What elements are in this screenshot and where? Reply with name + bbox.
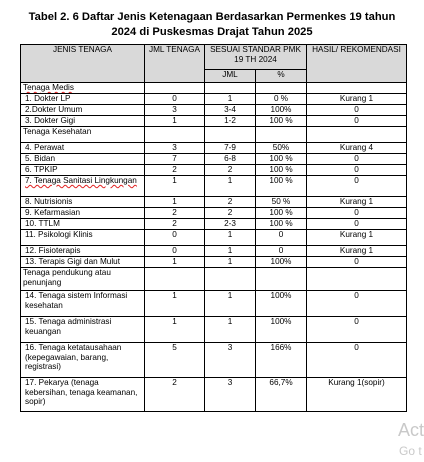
row-rek: Kurang 1 (307, 230, 407, 246)
row-rek: 0 (307, 291, 407, 317)
row-std: 7-9 (205, 143, 256, 154)
row-rek: 0 (307, 176, 407, 197)
row-pct: 100 % (256, 208, 307, 219)
row-pct: 0 % (256, 94, 307, 105)
row-std: 1 (205, 257, 256, 268)
row-std: 1-2 (205, 116, 256, 127)
table-row (21, 105, 407, 116)
row-rek: Kurang 1(sopir) (307, 378, 407, 412)
row-std: 1 (205, 94, 256, 105)
row-std: 2 (205, 165, 256, 176)
row-std: 1 (205, 291, 256, 317)
row-std: 3 (205, 378, 256, 412)
table-row (21, 343, 407, 378)
table-row (21, 230, 407, 246)
row-jml: 1 (145, 317, 205, 343)
row-jml: 1 (145, 291, 205, 317)
row-jml: 7 (145, 154, 205, 165)
row-name-text: 7. Tenaga Sanitasi Lingkungan (25, 176, 137, 185)
row-rek: Kurang 1 (307, 246, 407, 257)
row-jml: 1 (145, 176, 205, 197)
row-name: 2.Dokter Umum (21, 105, 145, 116)
header-hasil-rekomendasi: HASIL/ REKOMENDASI (307, 45, 407, 83)
table-row (21, 291, 407, 317)
caption-line-2: 2024 di Puskesmas Drajat Tahun 2025 (111, 26, 313, 38)
row-name: 14. Tenaga sistem Informasi kesehatan (21, 291, 145, 317)
table-row (21, 378, 407, 412)
row-name: 1. Dokter LP (21, 94, 145, 105)
table-row (21, 154, 407, 165)
row-jml: 1 (145, 257, 205, 268)
row-std: 3-4 (205, 105, 256, 116)
row-jml: 2 (145, 208, 205, 219)
header-sesuai-standar: SESUAI STANDAR PMK 19 TH 2024 (205, 45, 307, 70)
row-rek: Kurang 4 (307, 143, 407, 154)
row-std: 2-3 (205, 219, 256, 230)
section-row-penunjang (21, 268, 407, 291)
section-tenaga-medis: Tenaga Medis (23, 83, 74, 92)
row-name: 11. Psikologi Klinis (21, 230, 145, 246)
row-std: 1 (205, 246, 256, 257)
row-pct: 100% (256, 105, 307, 116)
row-jml: 2 (145, 219, 205, 230)
row-name: 13. Terapis Gigi dan Mulut (21, 257, 145, 268)
windows-activation-watermark-line1: Act (398, 420, 424, 440)
section-row-medis (21, 83, 407, 94)
row-pct: 100 % (256, 165, 307, 176)
table-row (21, 94, 407, 105)
windows-activation-watermark-line2: Go t (399, 444, 422, 458)
row-std: 6-8 (205, 154, 256, 165)
row-rek: 0 (307, 343, 407, 378)
row-pct: 100% (256, 257, 307, 268)
row-jml: 3 (145, 143, 205, 154)
row-name: 4. Perawat (21, 143, 145, 154)
row-std: 1 (205, 230, 256, 246)
row-pct: 100% (256, 291, 307, 317)
header-jenis-tenaga: JENIS TENAGA (21, 45, 145, 83)
row-name: 9. Kefarmasian (21, 208, 145, 219)
row-pct: 100 % (256, 116, 307, 127)
row-name: 12. Fisioterapis (21, 246, 145, 257)
row-jml: 5 (145, 343, 205, 378)
row-name: 3. Dokter Gigi (21, 116, 145, 127)
row-jml: 2 (145, 378, 205, 412)
row-rek: 0 (307, 105, 407, 116)
row-rek: Kurang 1 (307, 94, 407, 105)
row-pct: 100 % (256, 154, 307, 165)
subheader-jml: JML (205, 70, 256, 83)
row-std: 3 (205, 343, 256, 378)
row-pct: 100 % (256, 219, 307, 230)
row-name: 17. Pekarya (tenaga kebersihan, tenaga keamanan, sopir) (21, 378, 145, 412)
table-row (21, 219, 407, 230)
table-row (21, 257, 407, 268)
row-std: 1 (205, 176, 256, 197)
row-std: 2 (205, 208, 256, 219)
row-rek: Kurang 1 (307, 197, 407, 208)
row-pct: 0 (256, 230, 307, 246)
row-name: 5. Bidan (21, 154, 145, 165)
row-jml: 0 (145, 230, 205, 246)
section-tenaga-kesehatan: Tenaga Kesehatan (21, 127, 145, 143)
row-jml: 1 (145, 116, 205, 127)
row-rek: 0 (307, 257, 407, 268)
row-name: 15. Tenaga administrasi keuangan (21, 317, 145, 343)
header-row (21, 45, 407, 70)
row-pct: 100 % (256, 176, 307, 197)
row-jml: 0 (145, 246, 205, 257)
table-row (21, 208, 407, 219)
header-jml-tenaga: JML TENAGA (145, 45, 205, 83)
caption-line-1: Tabel 2. 6 Daftar Jenis Ketenagaan Berdasarkan Permenkes 19 tahun (28, 11, 396, 23)
row-jml: 2 (145, 165, 205, 176)
row-jml: 1 (145, 197, 205, 208)
row-rek: 0 (307, 116, 407, 127)
section-row-kesehatan (21, 127, 407, 143)
table-row (21, 197, 407, 208)
table-row (21, 246, 407, 257)
row-jml: 0 (145, 94, 205, 105)
row-rek: 0 (307, 219, 407, 230)
table-caption (0, 10, 424, 40)
row-pct: 0 (256, 246, 307, 257)
row-rek: 0 (307, 165, 407, 176)
row-pct: 166% (256, 343, 307, 378)
row-std: 2 (205, 197, 256, 208)
row-pct: 50 % (256, 197, 307, 208)
row-pct: 66,7% (256, 378, 307, 412)
table-row (21, 317, 407, 343)
row-name: 6. TPKIP (21, 165, 145, 176)
row-rek: 0 (307, 208, 407, 219)
subheader-percent: % (256, 70, 307, 83)
table-row (21, 116, 407, 127)
table-row (21, 165, 407, 176)
section-label (21, 83, 145, 94)
row-name: 16. Tenaga ketatausahaan (kepegawaian, barang, registrasi) (21, 343, 145, 378)
row-name (21, 176, 145, 197)
table-row (21, 176, 407, 197)
row-std: 1 (205, 317, 256, 343)
row-pct: 50% (256, 143, 307, 154)
row-rek: 0 (307, 154, 407, 165)
row-rek: 0 (307, 317, 407, 343)
staffing-table (20, 44, 407, 412)
row-name: 10. TTLM (21, 219, 145, 230)
row-pct: 100% (256, 317, 307, 343)
row-jml: 3 (145, 105, 205, 116)
table-row (21, 143, 407, 154)
section-tenaga-penunjang: Tenaga pendukung atau penunjang (21, 268, 145, 291)
row-name: 8. Nutrisionis (21, 197, 145, 208)
